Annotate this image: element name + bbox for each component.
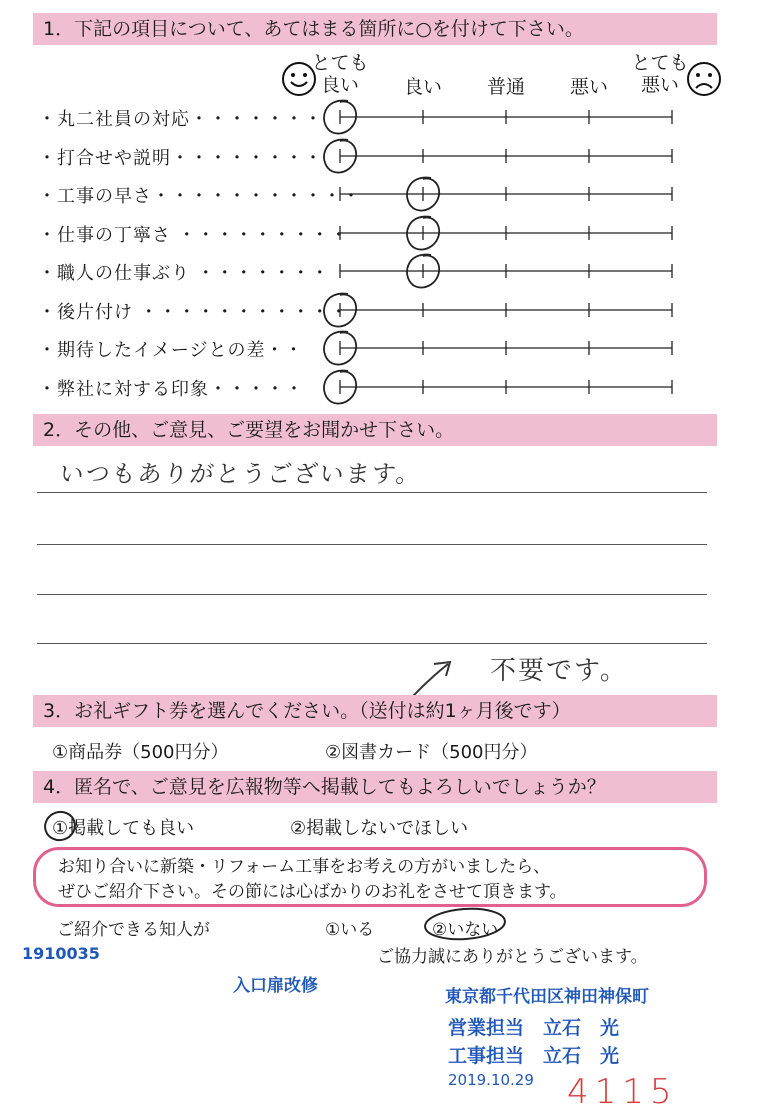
work-description: 入口扉改修 xyxy=(233,976,318,996)
rating-item-label: ・打合せや説明・・・・・・・・ xyxy=(38,147,323,169)
scale-label-2: 良い xyxy=(403,76,443,98)
rating-item-label: ・工事の早さ・・・・・・・・・・・ xyxy=(38,186,361,207)
comment-line-3 xyxy=(37,594,707,595)
publish-option-1[interactable]: ①掲載しても良い xyxy=(52,818,195,839)
gift-handwritten-note: 不要です。 xyxy=(490,656,628,686)
referral-selected-circle xyxy=(420,904,510,944)
customer-id: 1910035 xyxy=(22,944,100,963)
rating-scale xyxy=(0,330,766,369)
rating-item-label: ・弊社に対する印象・・・・・ xyxy=(38,378,304,400)
referral-box xyxy=(33,847,707,907)
comment-line-1 xyxy=(37,492,707,493)
rating-row xyxy=(0,292,766,331)
scale-label-3: 普通 xyxy=(486,76,526,98)
section-1-heading: 1．下記の項目について、あてはまる箇所に○を付けて下さい。 xyxy=(33,13,717,45)
referral-option-2[interactable]: ②いない xyxy=(432,920,499,940)
section-4-heading: 4．匿名で、ご意見を広報物等へ掲載してもよろしいでしょうか？ xyxy=(33,771,717,803)
date-stamp: 2019.10.29 xyxy=(448,1071,534,1089)
referral-option-1[interactable]: ①いる xyxy=(325,920,375,940)
comment-line-2 xyxy=(37,544,707,545)
rating-item-label: ・丸二社員の対応・・・・・・・ xyxy=(38,109,323,130)
rating-item-label: ・仕事の丁寧さ ・・・・・・・・・ xyxy=(38,224,349,246)
rating-row xyxy=(0,253,766,292)
rating-scale xyxy=(0,253,766,292)
scale-label-5: とても 悪い xyxy=(631,52,689,96)
publish-selected-circle xyxy=(40,806,80,846)
rating-row xyxy=(0,330,766,369)
handwritten-number: 4115 xyxy=(567,1072,678,1112)
section-2-heading: 2．その他、ご意見、ご要望をお聞かせ下さい。 xyxy=(33,414,717,446)
scale-label-4: 悪い xyxy=(569,76,609,98)
section-3-heading: 3．お礼ギフト券を選んでください。（送付は約1ヶ月後です） xyxy=(33,695,717,727)
referral-line-2: ぜひご紹介下さい。その節には心ばかりのお礼をさせて頂きます。 xyxy=(58,882,567,902)
comment-handwriting: いつもありがとうございます。 xyxy=(58,460,424,488)
thanks-text: ご協力誠にありがとうございます。 xyxy=(377,947,648,967)
sales-rep-stamp: 営業担当 立石 光 xyxy=(448,1017,620,1039)
rating-scale xyxy=(0,369,766,408)
publish-option-2[interactable]: ②掲載しないでほしい xyxy=(290,818,469,839)
referral-prompt: ご紹介できる知人が xyxy=(57,920,210,940)
construction-rep-stamp: 工事担当 立石 光 xyxy=(448,1045,620,1067)
gift-option-2[interactable]: ②図書カード（500円分） xyxy=(325,742,538,763)
rating-row xyxy=(0,215,766,254)
rating-scale xyxy=(0,292,766,331)
comment-line-4 xyxy=(37,643,707,644)
rating-scale xyxy=(0,215,766,254)
scale-label-1: とても 良い xyxy=(311,52,369,96)
rating-row xyxy=(0,369,766,408)
rating-scale xyxy=(0,138,766,177)
location-stamp: 東京都千代田区神田神保町 xyxy=(445,987,649,1007)
gift-option-1[interactable]: ①商品券（500円分） xyxy=(52,742,229,763)
rating-row xyxy=(0,138,766,177)
rating-item-label: ・後片付け ・・・・・・・・・・・ xyxy=(38,301,349,323)
rating-item-label: ・期待したイメージとの差・・ xyxy=(38,340,304,361)
rating-row xyxy=(0,99,766,138)
rating-item-label: ・職人の仕事ぶり ・・・・・・・ xyxy=(38,263,330,284)
sad-face-icon xyxy=(685,60,723,98)
rating-scale xyxy=(0,176,766,215)
referral-line-1: お知り合いに新築・リフォーム工事をお考えの方がいましたら、 xyxy=(58,857,551,877)
rating-row xyxy=(0,176,766,215)
rating-scale xyxy=(0,99,766,138)
